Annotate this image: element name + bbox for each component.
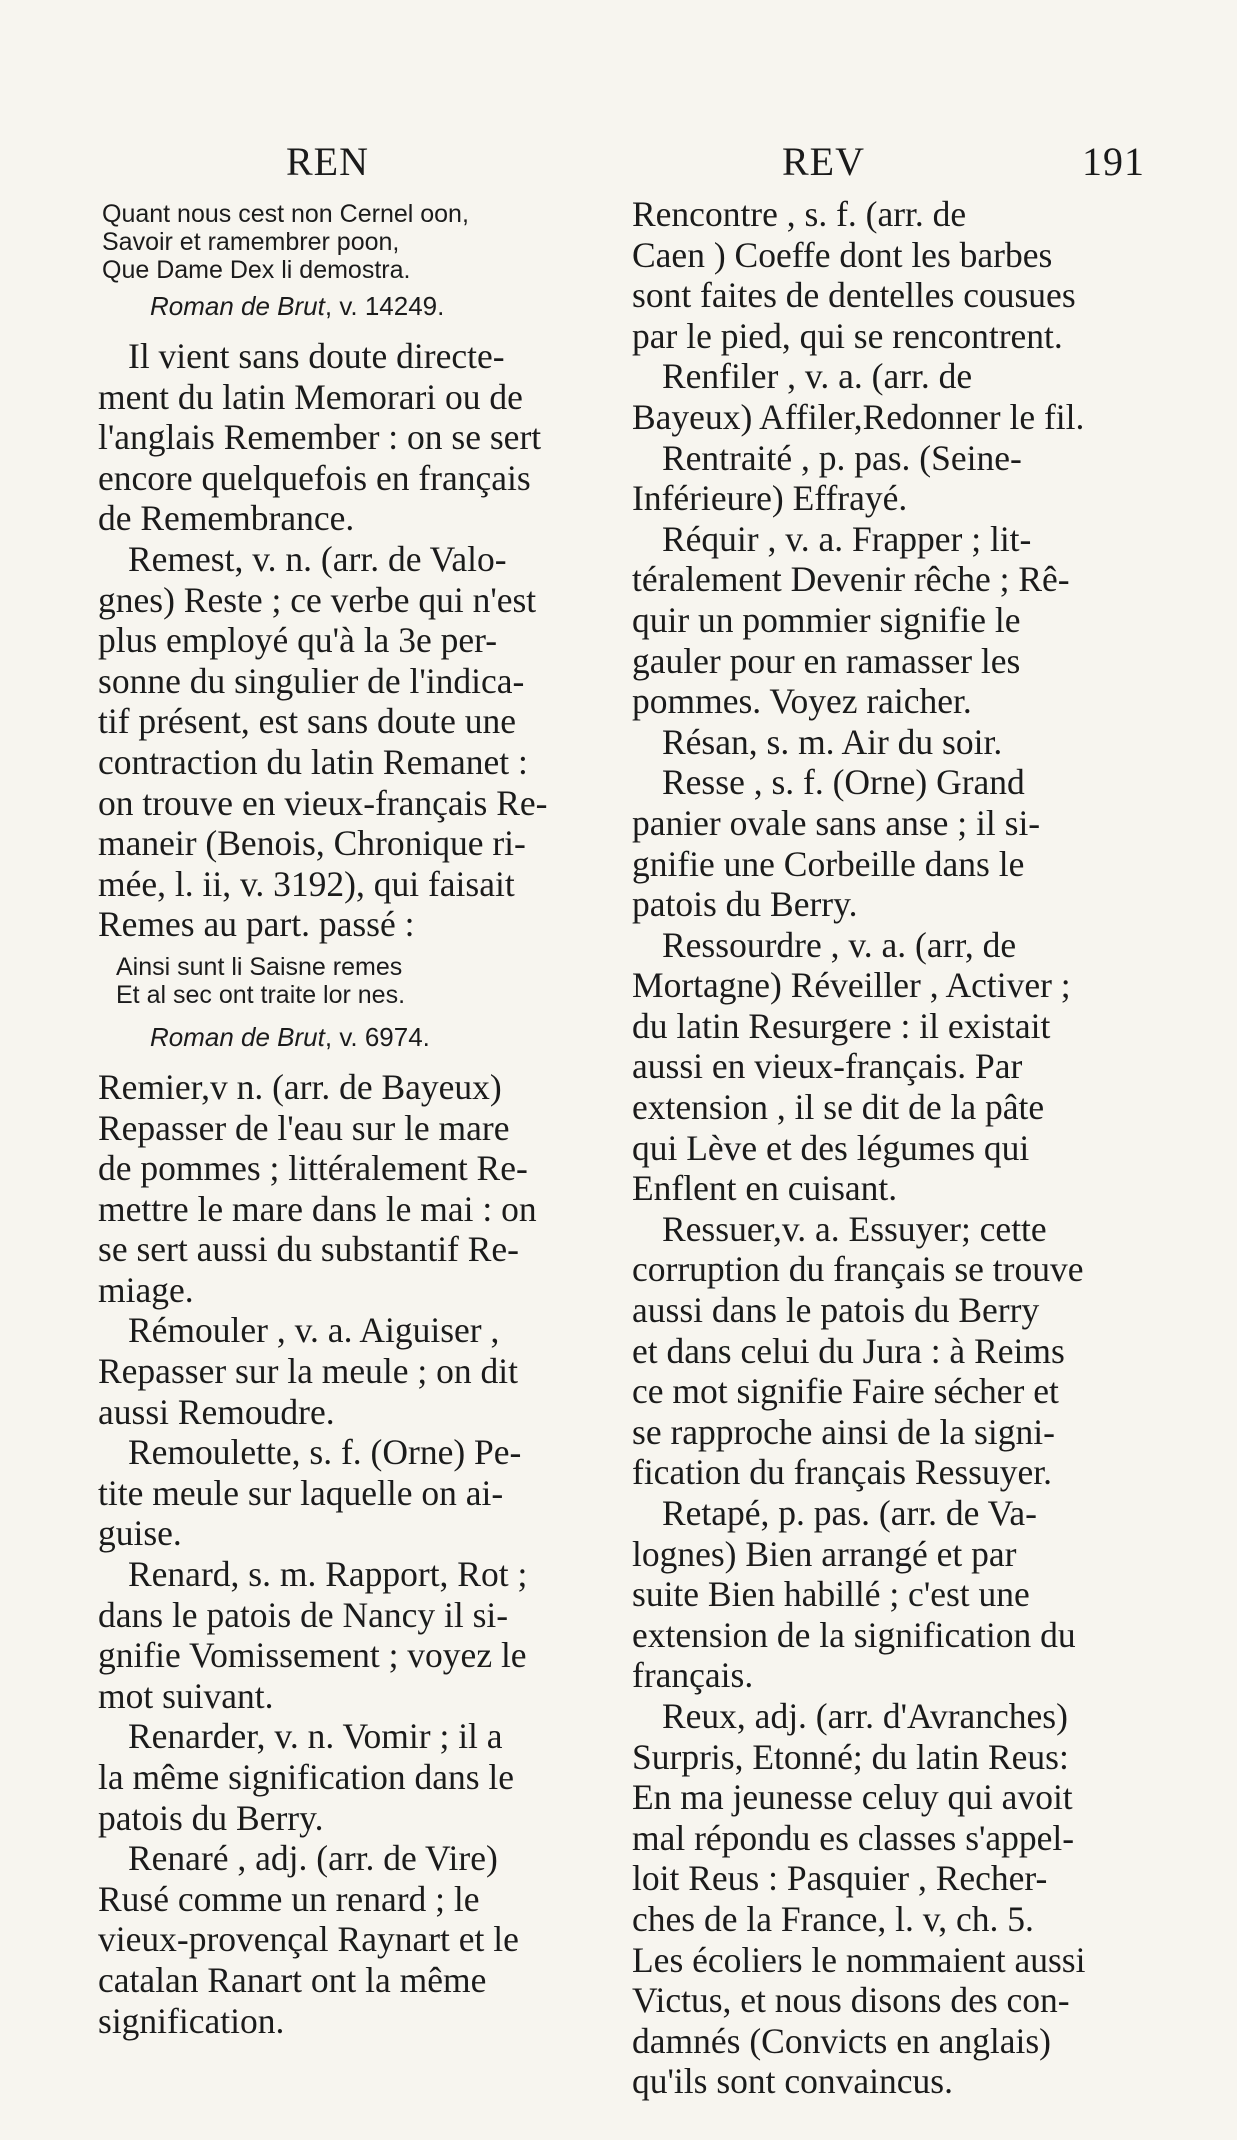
text-line: Enflent en cuisant. — [632, 1168, 898, 1209]
text-line: plus employé qu'à la 3e per- — [98, 620, 498, 661]
text-line: se rapproche ainsi de la signi- — [632, 1411, 1055, 1452]
text-line: téralement Devenir rêche ; Rê- — [632, 559, 1070, 600]
entry-renard — [98, 1554, 618, 1716]
header-left-word: REN — [286, 139, 369, 184]
text-line: Caen ) Coeffe dont les barbes — [632, 234, 1053, 275]
text-line: panier ovale sans anse ; il si- — [632, 802, 1041, 843]
entry-rentraite — [632, 438, 1177, 519]
text-line: Victus, et nous disons des con- — [632, 1980, 1070, 2021]
text-line: pommes. Voyez raicher. — [632, 681, 972, 722]
text-line: Rusé comme un renard ; le — [98, 1878, 480, 1919]
text-line: de pommes ; littéralement Re- — [98, 1148, 528, 1189]
text-line: la même signification dans le — [98, 1757, 515, 1797]
text-line: tite meule sur laquelle on ai- — [98, 1472, 504, 1513]
text-line: lognes) Bien arrangé et par — [632, 1533, 1017, 1574]
text-line: et dans celui du Jura : à Reims — [632, 1330, 1065, 1371]
source-title: Roman de Brut — [150, 1021, 325, 1052]
text-line: gauler pour en ramasser les — [632, 640, 1021, 681]
text-line: patois du Berry. — [632, 884, 858, 925]
headword-line: Rentraité , p. pas. (Seine- — [662, 437, 1022, 478]
headword-line: Ressuer,v. a. Essuyer; cette — [662, 1208, 1047, 1249]
text-line: Bayeux) Affiler,Redonner le fil. — [632, 396, 1085, 437]
paragraph-remembrance — [98, 336, 618, 539]
text-line: sonne du singulier de l'indica- — [98, 660, 525, 701]
headword-line: Reux, adj. (arr. d'Avranches) — [662, 1695, 1068, 1736]
text-line: loit Reus : Pasquier , Recher- — [632, 1858, 1048, 1899]
entry-renarder — [98, 1716, 618, 1838]
text-line: gnifie une Corbeille dans le — [632, 843, 1025, 884]
text-line: français. — [632, 1655, 754, 1696]
headword-line: Renard, s. m. Rapport, Rot ; — [128, 1554, 528, 1595]
text-line: signification. — [98, 2000, 285, 2041]
entry-resan — [632, 722, 1177, 763]
text-line: suite Bien habillé ; c'est une — [632, 1574, 1030, 1615]
entry-retape — [632, 1493, 1177, 1696]
verse-quote-brut-14249 — [102, 200, 618, 322]
quote-source — [150, 290, 618, 322]
text-line: miage. — [98, 1269, 194, 1310]
verse-line: Savoir et ramembrer poon, — [102, 228, 400, 256]
text-line: contraction du latin Remanet : — [98, 741, 528, 782]
text-line: fication du français Ressuyer. — [632, 1452, 1052, 1493]
text-line: extension de la signification du — [632, 1614, 1076, 1655]
entry-requir — [632, 519, 1177, 722]
text-line: Mortagne) Réveiller , Activer ; — [632, 965, 1071, 1006]
text-line: Inférieure) Effrayé. — [632, 478, 908, 519]
text-line: qui Lève et des légumes qui — [632, 1127, 1030, 1168]
verse-line: Et al sec ont traite lor nes. — [116, 980, 406, 1009]
text-line: encore quelquefois en français — [98, 457, 531, 498]
text-line: on trouve en vieux-français Re- — [98, 782, 548, 823]
headword-line: Ressourdre , v. a. (arr, de — [662, 924, 1017, 965]
text-line: Les écoliers le nommaient aussi — [632, 1939, 1086, 1980]
entry-reux — [632, 1696, 1177, 2102]
text-line: gnifie Vomissement ; voyez le — [98, 1635, 527, 1676]
entry-remouler — [98, 1310, 618, 1432]
left-column — [98, 194, 618, 2041]
headword-line: Rémouler , v. a. Aiguiser , — [128, 1310, 500, 1351]
text-line: mot suivant. — [98, 1675, 274, 1716]
text-line: aussi en vieux-français. Par — [632, 1046, 1023, 1087]
quote-source — [150, 1021, 618, 1053]
source-title: Roman de Brut — [150, 291, 325, 321]
text-line: mettre le mare dans le mai : on — [98, 1188, 537, 1229]
text-line: aussi Remoudre. — [98, 1391, 335, 1432]
headword-line: Renarder, v. n. Vomir ; il a — [128, 1716, 503, 1757]
headword-line: Remier,v n. (arr. de Bayeux) — [98, 1066, 502, 1107]
text-line: ce mot signifie Faire sécher et — [632, 1371, 1059, 1412]
right-column — [632, 194, 1177, 2102]
verse-quote-brut-6974 — [116, 953, 618, 1053]
headword-line: Réquir , v. a. Frapper ; lit- — [662, 518, 1032, 559]
text-line: de Remembrance. — [98, 498, 355, 539]
headword-line: Renaré , adj. (arr. de Vire) — [128, 1838, 498, 1879]
page-number: 191 — [1082, 139, 1145, 184]
text-line: maneir (Benois, Chronique ri- — [98, 823, 526, 864]
text-line: sont faites de dentelles cousues — [632, 275, 1076, 316]
entry-renfiler — [632, 356, 1177, 437]
entry-remest — [98, 539, 618, 945]
text-line: ment du latin Memorari ou de — [98, 376, 523, 417]
headword-line: Retapé, p. pas. (arr. de Va- — [662, 1493, 1037, 1533]
text-line: damnés (Convicts en anglais) — [632, 2020, 1051, 2061]
entry-renare — [98, 1838, 618, 2041]
text-line: Repasser sur la meule ; on dit — [98, 1351, 518, 1392]
text-line: l'anglais Remember : on se sert — [98, 417, 542, 458]
entry-remier — [98, 1067, 618, 1311]
text-line: quir un pommier signifie le — [632, 599, 1021, 640]
text-line: par le pied, qui se rencontrent. — [632, 315, 1063, 356]
text-line: En ma jeunesse celuy qui avoit — [632, 1777, 1073, 1818]
verse-line: Que Dame Dex li demostra. — [102, 256, 411, 284]
entry-ressuer — [632, 1209, 1177, 1493]
text-line: aussi dans le patois du Berry — [632, 1290, 1040, 1331]
text-line: dans le patois de Nancy il si- — [98, 1594, 509, 1635]
text-line: gnes) Reste ; ce verbe qui n'est — [98, 579, 537, 620]
headword-line: Resse , s. f. (Orne) Grand — [662, 762, 1025, 803]
text-line: vieux-provençal Raynart et le — [98, 1919, 519, 1960]
headword-line: Remoulette, s. f. (Orne) Pe- — [128, 1432, 522, 1473]
headword-line: Remest, v. n. (arr. de Valo- — [128, 538, 507, 579]
text-line: se sert aussi du substantif Re- — [98, 1229, 520, 1270]
running-header — [0, 138, 1237, 188]
verse-line: Ainsi sunt li Saisne remes — [116, 952, 403, 981]
text-line: patois du Berry. — [98, 1797, 324, 1838]
entry-ressourdre — [632, 925, 1177, 1209]
text-line: Repasser de l'eau sur le mare — [98, 1107, 510, 1148]
source-ref: , v. 14249. — [324, 291, 445, 321]
entry-remoulette — [98, 1432, 618, 1554]
text-line: guise. — [98, 1513, 182, 1554]
text-line: Remes au part. passé : — [98, 904, 415, 945]
text-line: extension , il se dit de la pâte — [632, 1087, 1045, 1128]
text-line: qu'ils sont convaincus. — [632, 2061, 953, 2102]
text-line: tif présent, est sans doute une — [98, 701, 517, 742]
text-line: du latin Resurgere : il existait — [632, 1005, 1051, 1046]
text-line: catalan Ranart ont la même — [98, 1959, 487, 2000]
text-line: Il vient sans doute directe- — [128, 336, 505, 376]
text-line: mée, l. ii, v. 3192), qui faisait — [98, 863, 515, 904]
headword-line: Résan, s. m. Air du soir. — [662, 721, 1003, 762]
text-line: ches de la France, l. v, ch. 5. — [632, 1898, 1034, 1939]
source-ref: , v. 6974. — [324, 1021, 430, 1052]
entry-resse — [632, 762, 1177, 924]
headword-line: Rencontre , s. f. (arr. de — [632, 194, 967, 234]
text-line: corruption du français se trouve — [632, 1249, 1084, 1290]
verse-line: Quant nous cest non Cernel oon, — [102, 200, 469, 228]
headword-line: Renfiler , v. a. (arr. de — [662, 356, 973, 397]
text-line: mal répondu es classes s'appel- — [632, 1817, 1075, 1858]
header-center-word: REV — [782, 139, 865, 184]
entry-rencontre — [632, 194, 1177, 356]
text-line: Surpris, Etonné; du latin Reus: — [632, 1736, 1069, 1777]
